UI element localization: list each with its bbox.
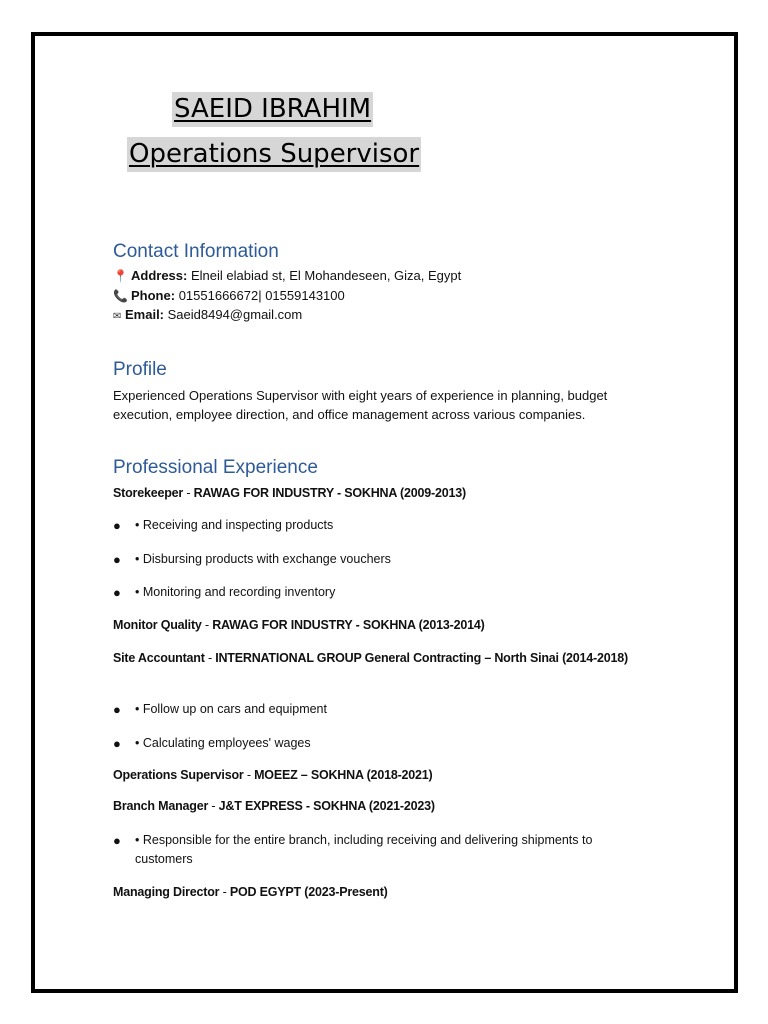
job-title: Branch Manager [113, 799, 209, 813]
phone-line [113, 287, 345, 305]
job-company: RAWAG FOR INDUSTRY - SOKHNA (2009-2013) [193, 486, 466, 500]
email-label: Email: [125, 307, 165, 322]
list-item [113, 734, 653, 753]
phone-icon: 📞 [113, 289, 128, 303]
job-separator: - [201, 618, 213, 632]
job-entry [113, 484, 653, 503]
name-title [172, 94, 768, 124]
profile-text: Experienced Operations Supervisor with eight years of experience in planning, budget execution, employee direction, and office management across various companies. [113, 388, 608, 422]
job-separator: - [219, 885, 230, 899]
job-separator: - [183, 486, 194, 500]
job-entry [113, 883, 653, 902]
bullet-dot: ● [113, 833, 121, 848]
job-entry [113, 649, 653, 668]
list-item-text: • Responsible for the entire branch, including receiving and delivering shipments to customers [135, 833, 593, 866]
role-text: Operations Supervisor [127, 137, 421, 172]
bullet-dot: ● [113, 585, 121, 600]
name-text: SAEID IBRAHIM [172, 92, 373, 127]
job-entry [113, 797, 653, 816]
address-line [113, 267, 461, 285]
profile-heading: Profile [113, 359, 167, 380]
address-label: Address: [131, 268, 188, 283]
job-company: RAWAG FOR INDUSTRY - SOKHNA (2013-2014) [212, 618, 485, 632]
bullet-dot: ● [113, 552, 121, 567]
experience-heading: Professional Experience [113, 457, 318, 478]
email-value: Saeid8494@gmail.com [167, 307, 303, 322]
list-item-text: • Disbursing products with exchange vouchers [135, 552, 391, 566]
job-title: Operations Supervisor [113, 768, 244, 782]
job-entry [113, 616, 653, 635]
email-line [113, 306, 302, 326]
pin-icon: 📍 [113, 269, 128, 283]
list-item [113, 700, 653, 719]
list-item [113, 831, 653, 869]
list-item-text: • Monitoring and recording inventory [135, 585, 336, 599]
bullet-dot: ● [113, 518, 121, 533]
bullet-dot: ● [113, 736, 121, 751]
job-company: MOEEZ – SOKHNA (2018-2021) [254, 768, 433, 782]
phone-label: Phone: [131, 288, 176, 303]
bullet-dot: ● [113, 702, 121, 717]
phone-value: 01551666672| 01559143100 [178, 288, 345, 303]
job-title: Site Accountant [113, 651, 205, 665]
list-item [113, 550, 653, 569]
contact-heading: Contact Information [113, 241, 279, 262]
role-title [127, 139, 768, 169]
job-title: Managing Director [113, 885, 220, 899]
job-entry [113, 766, 653, 785]
job-company: POD EGYPT (2023-Present) [229, 885, 388, 899]
job-separator: - [243, 768, 255, 782]
job-separator: - [208, 799, 219, 813]
job-company: J&T EXPRESS - SOKHNA (2021-2023) [218, 799, 435, 813]
job-separator: - [204, 651, 216, 665]
address-value: Elneil elabiad st, El Mohandeseen, Giza, Egypt [190, 268, 462, 283]
list-item-text: • Follow up on cars and equipment [135, 702, 327, 716]
job-company: INTERNATIONAL GROUP General Contracting – North Sinai (2014-2018) [215, 651, 628, 665]
list-item [113, 583, 653, 602]
list-item [113, 516, 653, 535]
list-item-text: • Receiving and inspecting products [135, 518, 334, 532]
list-item-text: • Calculating employees' wages [135, 736, 311, 750]
job-title: Monitor Quality [113, 618, 202, 632]
mail-icon: ✉ [113, 311, 122, 322]
job-title: Storekeeper [113, 486, 184, 500]
